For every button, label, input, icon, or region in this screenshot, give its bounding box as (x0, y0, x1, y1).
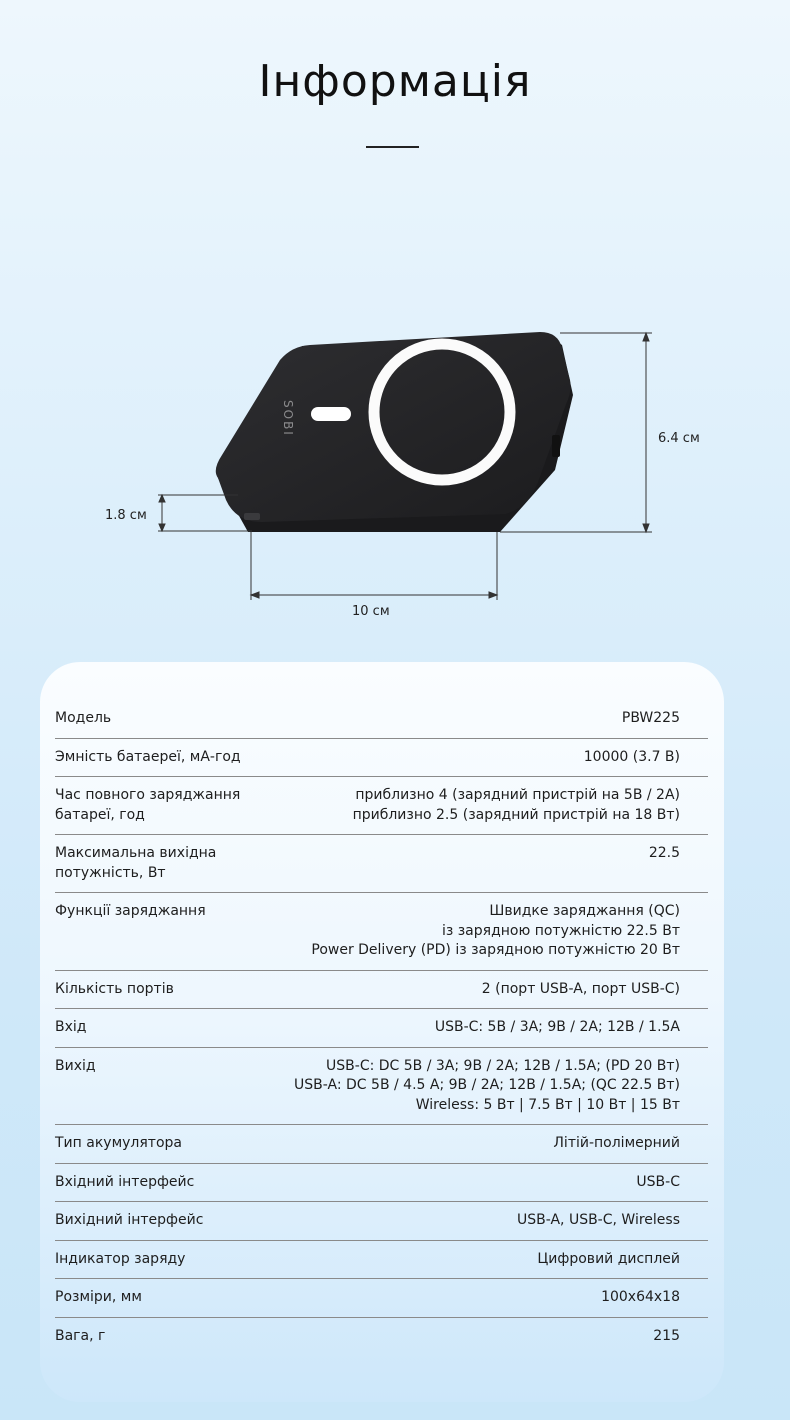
spec-row (55, 971, 708, 1010)
height-label: 6.4 см (658, 431, 700, 446)
power-bank (216, 332, 573, 532)
spec-value: 215 (653, 1327, 680, 1344)
spec-row (55, 700, 708, 739)
spec-value: USB-A, USB-C, Wireless (516, 1212, 680, 1228)
spec-value: PBW225 (621, 710, 680, 726)
spec-value: 22.5 (648, 845, 680, 861)
spec-row (55, 1241, 708, 1280)
product-illustration (0, 0, 790, 660)
spec-label: Вага, г (55, 1327, 106, 1344)
spec-value: 100x64x18 (601, 1289, 680, 1305)
spec-row (55, 893, 708, 971)
spec-row (55, 739, 708, 778)
specs-table (55, 700, 708, 1355)
brand-logo: SOBI (281, 400, 295, 437)
spec-label: Максимальна вихідна потужність, Вт (55, 845, 217, 881)
spec-label: Розміри, мм (55, 1289, 142, 1305)
spec-value: 10000 (3.7 В) (583, 748, 680, 765)
spec-value: 2 (порт USB-A, порт USB-C) (481, 980, 680, 997)
spec-row (55, 1202, 708, 1241)
spec-value: Швидке заряджання (QC) із зарядною потужністю 22.5 Вт Power Delivery (PD) із зарядною потужністю 20 Вт (311, 903, 680, 958)
spec-label: Індикатор заряду (55, 1250, 186, 1267)
spec-value: USB-C: 5В / 3А; 9В / 2А; 12В / 1.5А (434, 1019, 680, 1035)
spec-row (55, 1279, 708, 1318)
spec-label: Функції заряджання (55, 903, 206, 919)
spec-value: приблизно 4 (зарядний пристрій на 5В / 2А) приблизно 2.5 (зарядний пристрій на 18 Вт) (352, 787, 680, 823)
spec-row (55, 777, 708, 835)
spec-value: Цифровий дисплей (537, 1250, 680, 1267)
side-port (552, 435, 560, 457)
spec-row (55, 1009, 708, 1048)
spec-row (55, 1164, 708, 1203)
spec-label: Модель (55, 710, 112, 726)
page-title: Інформація (258, 56, 532, 107)
spec-value: Літій-полімерний (553, 1135, 680, 1151)
spec-row (55, 835, 708, 893)
spec-label: Эмність батаереї, мА-год (55, 748, 241, 765)
spec-row (55, 1318, 708, 1356)
spec-label: Тип акумулятора (55, 1135, 182, 1151)
spec-row (55, 1125, 708, 1164)
bottom-marker (244, 513, 260, 520)
spec-row (55, 1048, 708, 1126)
spec-value: USB-C (636, 1173, 680, 1190)
spec-value: USB-C: DC 5В / 3А; 9В / 2А; 12В / 1.5А; (PD 20 Вт) USB-A: DC 5В / 4.5 А; 9В / 2А; 12В / 1.5А; (QC 22.5 Вт) Wireless: 5 Вт | 7.5 Вт | 10 Вт | 15 Вт (294, 1057, 680, 1113)
width-label: 10 см (352, 604, 390, 619)
spec-label: Вхідний інтерфейс (55, 1173, 195, 1190)
spec-label: Час повного заряджання батареї, год (55, 787, 241, 823)
spec-label: Вихідний інтерфейс (55, 1212, 204, 1228)
thickness-label: 1.8 см (105, 508, 147, 523)
spec-label: Вхід (55, 1019, 87, 1035)
spec-label: Вихід (55, 1057, 96, 1074)
spec-label: Кількість портів (55, 980, 174, 997)
led-indicator-icon (311, 407, 351, 421)
